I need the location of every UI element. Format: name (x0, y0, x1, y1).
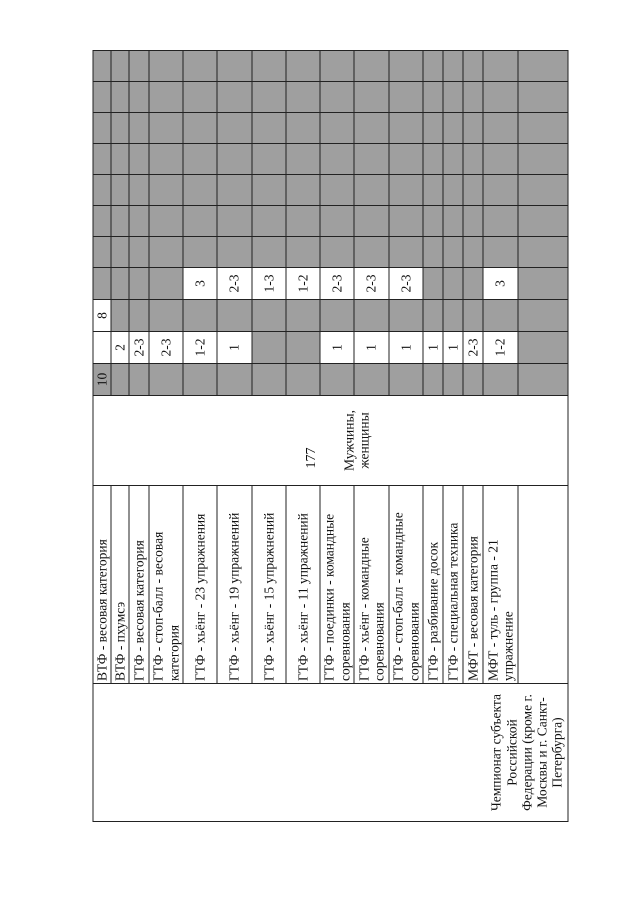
value-8-cell: 1-2 (286, 268, 320, 300)
shaded-cell (183, 300, 217, 332)
shaded-cell (483, 237, 518, 268)
discipline-cell: ГТФ - хьёнг - командные соревнования (354, 486, 389, 684)
shaded-cell (183, 364, 217, 396)
discipline-cell: ГТФ - весовая категория (129, 486, 149, 684)
value-8-cell: 2-3 (217, 268, 252, 300)
shaded-cell (111, 206, 129, 237)
shaded-cell (320, 144, 354, 175)
shaded-cell (518, 332, 568, 364)
shaded-cell (483, 113, 518, 144)
value-8-cell: 2-3 (354, 268, 389, 300)
shaded-cell (354, 175, 389, 206)
shaded-cell (217, 364, 252, 396)
shaded-cell (149, 144, 183, 175)
shaded-cell (149, 237, 183, 268)
shaded-cell (423, 113, 443, 144)
shaded-cell (129, 237, 149, 268)
shaded-cell (111, 300, 129, 332)
competition-cell: Чемпионат субъекта Российской Федерации (кроме г. Москвы и г. Санкт-Петербурга) (93, 684, 568, 822)
shaded-cell (389, 175, 423, 206)
shaded-cell (518, 237, 568, 268)
shaded-cell (483, 51, 518, 82)
shaded-cell (286, 51, 320, 82)
shaded-cell (129, 144, 149, 175)
shaded-cell (129, 206, 149, 237)
shaded-cell (518, 300, 568, 332)
shaded-cell (286, 175, 320, 206)
value-8-cell: 2-3 (389, 268, 423, 300)
shaded-cell (443, 113, 463, 144)
age-header-10: 10 (93, 364, 111, 396)
shaded-cell (252, 51, 286, 82)
value-10-cell: 2-3 (463, 332, 483, 364)
value-10-cell: 2 (111, 332, 129, 364)
table-row (93, 51, 111, 822)
shaded-cell (252, 332, 286, 364)
shaded-cell (354, 364, 389, 396)
shaded-cell (443, 175, 463, 206)
shaded-cell (149, 51, 183, 82)
shaded-cell (443, 268, 463, 300)
value-8-cell: 2-3 (320, 268, 354, 300)
shaded-cell (252, 300, 286, 332)
shaded-cell (423, 300, 443, 332)
shaded-cell (320, 113, 354, 144)
shaded-cell (483, 82, 518, 113)
value-10-cell: 1 (354, 332, 389, 364)
shaded-cell (149, 82, 183, 113)
shaded-cell (252, 113, 286, 144)
value-8-cell: 3 (183, 268, 217, 300)
shaded-cell (183, 175, 217, 206)
shaded-cell (518, 82, 568, 113)
shaded-cell (463, 113, 483, 144)
shaded-cell (518, 268, 568, 300)
value-10-cell: 1 (389, 332, 423, 364)
shaded-cell (423, 364, 443, 396)
shaded-cell (354, 237, 389, 268)
shaded-cell (129, 364, 149, 396)
shaded-cell (93, 237, 111, 268)
shaded-cell (93, 51, 111, 82)
shaded-cell (149, 364, 183, 396)
shaded-cell (354, 51, 389, 82)
discipline-cell: ГТФ - хьёнг - 19 упражнений (217, 486, 252, 684)
shaded-cell (217, 237, 252, 268)
shaded-cell (518, 206, 568, 237)
shaded-cell (111, 364, 129, 396)
shaded-cell (423, 144, 443, 175)
empty-cell (93, 332, 111, 364)
shaded-cell (443, 144, 463, 175)
shaded-cell (183, 206, 217, 237)
shaded-cell (320, 51, 354, 82)
value-10-cell: 1-2 (183, 332, 217, 364)
shaded-cell (93, 268, 111, 300)
discipline-cell: ГТФ - хьёнг - 23 упражнения (183, 486, 217, 684)
shaded-cell (354, 300, 389, 332)
shaded-cell (320, 82, 354, 113)
shaded-cell (423, 206, 443, 237)
discipline-cell: ГТФ - специальная техника (443, 486, 463, 684)
shaded-cell (463, 175, 483, 206)
shaded-cell (93, 175, 111, 206)
value-10-cell: 1 (320, 332, 354, 364)
discipline-cell: ВТФ - пхумсэ (111, 486, 129, 684)
discipline-cell: ВТФ - весовая категория (93, 486, 111, 684)
shaded-cell (111, 113, 129, 144)
shaded-cell (129, 51, 149, 82)
shaded-cell (443, 237, 463, 268)
shaded-cell (320, 237, 354, 268)
shaded-cell (518, 113, 568, 144)
shaded-cell (129, 268, 149, 300)
shaded-cell (320, 364, 354, 396)
shaded-cell (483, 144, 518, 175)
shaded-cell (463, 300, 483, 332)
shaded-cell (463, 51, 483, 82)
value-10-cell: 1 (217, 332, 252, 364)
shaded-cell (252, 144, 286, 175)
shaded-cell (129, 82, 149, 113)
gender-cell: Мужчины, женщины (93, 396, 568, 486)
shaded-cell (320, 175, 354, 206)
shaded-cell (389, 364, 423, 396)
shaded-cell (483, 206, 518, 237)
shaded-cell (217, 144, 252, 175)
shaded-cell (463, 82, 483, 113)
shaded-cell (149, 113, 183, 144)
shaded-cell (252, 364, 286, 396)
shaded-cell (389, 51, 423, 82)
shaded-cell (389, 300, 423, 332)
competition-table (93, 50, 569, 822)
shaded-cell (354, 82, 389, 113)
shaded-cell (286, 144, 320, 175)
shaded-cell (183, 82, 217, 113)
shaded-cell (286, 300, 320, 332)
empty-cell (518, 486, 568, 684)
shaded-cell (111, 51, 129, 82)
shaded-cell (111, 237, 129, 268)
shaded-cell (149, 300, 183, 332)
shaded-cell (111, 144, 129, 175)
shaded-cell (149, 268, 183, 300)
discipline-cell: ГТФ - стоп-балл - командные соревнования (389, 486, 423, 684)
shaded-cell (518, 144, 568, 175)
shaded-cell (389, 82, 423, 113)
shaded-cell (183, 51, 217, 82)
shaded-cell (483, 364, 518, 396)
shaded-cell (443, 82, 463, 113)
shaded-cell (423, 237, 443, 268)
shaded-cell (129, 113, 149, 144)
shaded-cell (518, 51, 568, 82)
shaded-cell (286, 206, 320, 237)
shaded-cell (286, 364, 320, 396)
shaded-cell (443, 51, 463, 82)
shaded-cell (354, 206, 389, 237)
discipline-cell: МФТ - туль - группа - 21 упражнение (483, 486, 518, 684)
shaded-cell (423, 175, 443, 206)
shaded-cell (443, 364, 463, 396)
discipline-cell: ГТФ - стоп-балл - весовая категория (149, 486, 183, 684)
shaded-cell (111, 175, 129, 206)
shaded-cell (93, 82, 111, 113)
discipline-cell: ГТФ - хьёнг - 15 упражнений (252, 486, 286, 684)
shaded-cell (149, 175, 183, 206)
shaded-cell (483, 300, 518, 332)
shaded-cell (463, 268, 483, 300)
shaded-cell (129, 175, 149, 206)
value-10-cell: 1 (423, 332, 443, 364)
shaded-cell (217, 51, 252, 82)
shaded-cell (217, 206, 252, 237)
page-number: 177 (304, 447, 319, 469)
shaded-cell (111, 82, 129, 113)
shaded-cell (389, 237, 423, 268)
age-header-8: 8 (93, 300, 111, 332)
shaded-cell (93, 206, 111, 237)
shaded-cell (443, 300, 463, 332)
value-10-cell: 1 (443, 332, 463, 364)
shaded-cell (183, 113, 217, 144)
shaded-cell (217, 82, 252, 113)
shaded-cell (183, 237, 217, 268)
shaded-cell (320, 206, 354, 237)
shaded-cell (423, 51, 443, 82)
shaded-cell (217, 300, 252, 332)
shaded-cell (463, 364, 483, 396)
shaded-cell (286, 332, 320, 364)
shaded-cell (183, 144, 217, 175)
shaded-cell (443, 206, 463, 237)
shaded-cell (286, 113, 320, 144)
shaded-cell (149, 206, 183, 237)
shaded-cell (93, 113, 111, 144)
value-10-cell: 2-3 (149, 332, 183, 364)
shaded-cell (354, 144, 389, 175)
value-8-cell: 3 (483, 268, 518, 300)
shaded-cell (463, 144, 483, 175)
value-10-cell: 1-2 (483, 332, 518, 364)
value-8-cell: 1-3 (252, 268, 286, 300)
rotated-table-wrapper (93, 82, 565, 822)
shaded-cell (389, 144, 423, 175)
shaded-cell (483, 175, 518, 206)
shaded-cell (286, 237, 320, 268)
shaded-cell (286, 82, 320, 113)
shaded-cell (518, 175, 568, 206)
shaded-cell (217, 175, 252, 206)
shaded-cell (463, 237, 483, 268)
shaded-cell (389, 206, 423, 237)
shaded-cell (129, 300, 149, 332)
shaded-cell (518, 364, 568, 396)
shaded-cell (252, 175, 286, 206)
discipline-cell: МФТ - весовая категория (463, 486, 483, 684)
shaded-cell (463, 206, 483, 237)
shaded-cell (320, 300, 354, 332)
shaded-cell (93, 144, 111, 175)
discipline-cell: ГТФ - поединки - командные соревнования (320, 486, 354, 684)
shaded-cell (111, 268, 129, 300)
shaded-cell (423, 268, 443, 300)
shaded-cell (252, 82, 286, 113)
shaded-cell (389, 113, 423, 144)
discipline-cell: ГТФ - разбивание досок (423, 486, 443, 684)
shaded-cell (217, 113, 252, 144)
shaded-cell (354, 113, 389, 144)
shaded-cell (423, 82, 443, 113)
shaded-cell (252, 237, 286, 268)
shaded-cell (252, 206, 286, 237)
discipline-cell: ГТФ - хьёнг - 11 упражнений (286, 486, 320, 684)
value-10-cell: 2-3 (129, 332, 149, 364)
